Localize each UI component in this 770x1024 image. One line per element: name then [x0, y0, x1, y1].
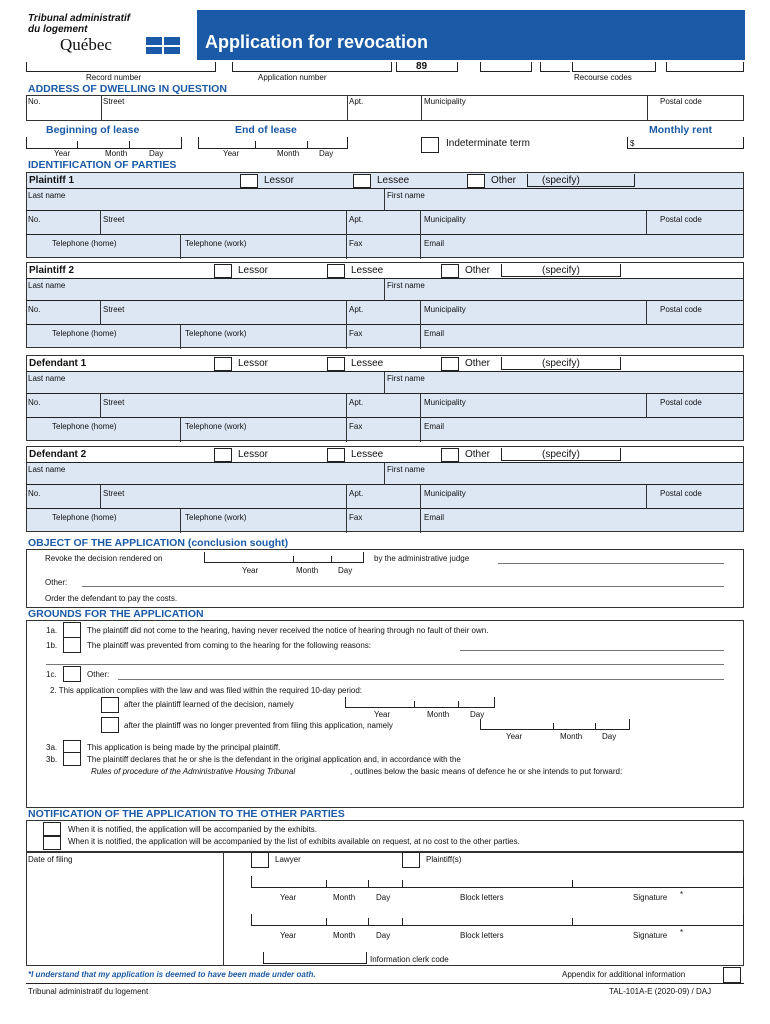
lease-end-year: Year — [223, 149, 240, 158]
lease-begin-year: Year — [54, 149, 71, 158]
indeterminate-term-checkbox[interactable] — [421, 137, 439, 153]
lease-end-month: Month — [277, 149, 300, 158]
address-section-title: ADDRESS OF DWELLING IN QUESTION — [28, 83, 227, 95]
plaintiff-1-email: Email — [424, 239, 445, 248]
defendant-1-specify-label: (specify) — [542, 358, 580, 369]
plaintiff-2-email: Email — [424, 329, 445, 338]
record-number-field[interactable] — [26, 62, 216, 72]
plaintiff-2-postal: Postal code — [660, 305, 702, 314]
plaintiff-2-apt: Apt. — [349, 305, 364, 314]
defendant-2-last-name: Last name — [28, 465, 66, 474]
defendant-2-street: Street — [103, 489, 125, 498]
defendant-2-lessee-checkbox[interactable] — [327, 448, 345, 462]
plaintiff-1-first-name: First name — [387, 191, 425, 200]
plaintiff-1-other-checkbox[interactable] — [467, 174, 485, 188]
recourse-codes-field-2[interactable] — [666, 62, 744, 72]
object-other-label: Other: — [45, 578, 68, 587]
lease-end-day: Day — [319, 149, 334, 158]
ground-2b-text: after the plaintiff was no longer prevented from filing this application, namely — [124, 721, 393, 730]
defendant-2-tel-home: Telephone (home) — [52, 513, 117, 522]
revoke-date-field[interactable] — [204, 552, 364, 563]
appendix-label: Appendix for additional information — [562, 970, 686, 979]
defendant-1-tel-work: Telephone (work) — [185, 422, 247, 431]
lawyer-label: Lawyer — [275, 855, 301, 864]
code-field-2[interactable] — [480, 62, 532, 72]
plaintiff-1-title: Plaintiff 1 — [29, 175, 75, 186]
plaintiff-1-lessor-label: Lessor — [264, 175, 295, 186]
org-line2: du logement — [28, 24, 88, 35]
appendix-checkbox[interactable] — [723, 967, 741, 983]
ground-1c-num: 1c. — [46, 670, 57, 679]
ground-2-text: 2. This application complies with the law and was filed within the required 10-day period: — [50, 686, 363, 695]
revoke-day: Day — [338, 566, 353, 575]
oath-statement: *I understand that my application is deemed to have been made under oath. — [28, 970, 316, 979]
ground-3b-num: 3b. — [46, 755, 58, 764]
address-no-label: No. — [28, 97, 41, 106]
notification-exhibits-text: When it is notified, the application will be accompanied by the exhibits. — [68, 825, 318, 834]
ground-2b-month: Month — [560, 732, 583, 741]
end-of-lease-label: End of lease — [235, 124, 297, 136]
sig1-year: Year — [280, 893, 297, 902]
notification-exhibits-checkbox[interactable] — [43, 822, 61, 836]
notification-list-checkbox[interactable] — [43, 836, 61, 850]
footer-org: Tribunal administratif du logement — [28, 987, 149, 996]
defendant-2-other-label: Other — [465, 449, 491, 460]
costs-label: Order the defendant to pay the costs. — [45, 594, 178, 603]
object-section-title: OBJECT OF THE APPLICATION (conclusion sought) — [28, 537, 289, 549]
monthly-rent-field[interactable] — [627, 137, 744, 149]
footer-form-code: TAL-101A-E (2020-09) / DAJ — [609, 987, 712, 996]
ground-1c-checkbox[interactable] — [63, 666, 81, 682]
ground-2a-text: after the plaintiff learned of the decision, namely — [124, 700, 294, 709]
defendant-1-no: No. — [28, 398, 41, 407]
defendant-2-postal: Postal code — [660, 489, 702, 498]
ground-3b-checkbox[interactable] — [63, 752, 81, 766]
recourse-codes-label: Recourse codes — [574, 73, 632, 82]
defendant-2-apt: Apt. — [349, 489, 364, 498]
application-number-label: Application number — [258, 73, 327, 82]
defendant-1-street: Street — [103, 398, 125, 407]
plaintiff-1-last-name: Last name — [28, 191, 66, 200]
lease-end-date-field[interactable] — [198, 137, 348, 149]
sig1-star: * — [680, 890, 684, 899]
plaintiff-1-apt: Apt. — [349, 215, 364, 224]
object-other-line[interactable] — [82, 586, 724, 587]
plaintiff-2-first-name: First name — [387, 281, 425, 290]
ground-1c-line[interactable] — [118, 679, 724, 680]
beginning-of-lease-label: Beginning of lease — [46, 124, 140, 136]
ground-2a-date-field[interactable] — [345, 697, 495, 708]
revoke-year: Year — [242, 566, 259, 575]
indeterminate-term-label: Indeterminate term — [446, 138, 530, 149]
defendant-1-email: Email — [424, 422, 445, 431]
plaintiff-1-postal: Postal code — [660, 215, 702, 224]
defendant-2-no: No. — [28, 489, 41, 498]
clerk-code-field[interactable] — [263, 952, 367, 964]
plaintiff-2-tel-home: Telephone (home) — [52, 329, 117, 338]
ground-2b-date-field[interactable] — [480, 719, 630, 730]
address-apt-label: Apt. — [349, 97, 364, 106]
plaintiff-2-no: No. — [28, 305, 41, 314]
sig2-year: Year — [280, 931, 297, 940]
defendant-2-lessor-checkbox[interactable] — [214, 448, 232, 462]
ground-1b-line[interactable] — [460, 650, 724, 651]
address-row[interactable] — [26, 95, 744, 121]
plaintiff-2-lessor-checkbox[interactable] — [214, 264, 232, 278]
address-municipality-label: Municipality — [424, 97, 466, 106]
address-street-label: Street — [103, 97, 125, 106]
code-field-3[interactable] — [540, 62, 570, 72]
ground-3b-text: The plaintiff declares that he or she is the defendant in the original application and, in accordance with the — [87, 755, 461, 764]
defendant-1-lessee-label: Lessee — [351, 358, 384, 369]
plaintiff-2-tel-work: Telephone (work) — [185, 329, 247, 338]
revoke-month: Month — [296, 566, 319, 575]
ground-3a-num: 3a. — [46, 743, 58, 752]
recourse-codes-field[interactable] — [572, 62, 656, 72]
ground-1a-checkbox[interactable] — [63, 622, 81, 638]
ground-2a-checkbox[interactable] — [101, 697, 119, 713]
defendant-1-first-name: First name — [387, 374, 425, 383]
signature-line-2[interactable] — [251, 914, 744, 926]
sig1-signature: Signature — [633, 893, 668, 902]
by-judge-label: by the administrative judge — [374, 554, 470, 563]
lease-begin-month: Month — [105, 149, 128, 158]
plaintiff-2-municipality: Municipality — [424, 305, 466, 314]
ground-1a-text: The plaintiff did not come to the hearing, having never received the notice of hearing through no fault of their own. — [87, 626, 489, 635]
plaintiff-2-lessor-label: Lessor — [238, 265, 269, 276]
sig2-day: Day — [376, 931, 391, 940]
plaintiffs-label: Plaintiff(s) — [426, 855, 462, 864]
ground-1b-num: 1b. — [46, 641, 58, 650]
defendant-1-lessor-checkbox[interactable] — [214, 357, 232, 371]
defendant-1-last-name: Last name — [28, 374, 66, 383]
application-number-field[interactable] — [232, 62, 392, 72]
defendant-1-apt: Apt. — [349, 398, 364, 407]
ground-2a-day: Day — [470, 710, 485, 719]
defendant-2-specify-label: (specify) — [542, 449, 580, 460]
lawyer-checkbox[interactable] — [251, 852, 269, 868]
lease-begin-day: Day — [149, 149, 164, 158]
defendant-2-other-checkbox[interactable] — [441, 448, 459, 462]
plaintiff-1-fax: Fax — [349, 239, 363, 248]
judge-name-line[interactable] — [498, 563, 724, 564]
sig1-month: Month — [333, 893, 356, 902]
sig1-day: Day — [376, 893, 391, 902]
quebec-flag-icon — [146, 37, 180, 54]
plaintiff-1-lessee-checkbox[interactable] — [353, 174, 371, 188]
plaintiff-2-last-name: Last name — [28, 281, 66, 290]
ground-1b-line-2[interactable] — [46, 664, 724, 665]
lease-begin-date-field[interactable] — [26, 137, 182, 149]
plaintiff-1-tel-home: Telephone (home) — [52, 239, 117, 248]
notification-section-title: NOTIFICATION OF THE APPLICATION TO THE OTHER PARTIES — [28, 808, 345, 820]
defendant-2-first-name: First name — [387, 465, 425, 474]
ground-2b-checkbox[interactable] — [101, 717, 119, 733]
defendant-2-tel-work: Telephone (work) — [185, 513, 247, 522]
sig2-month: Month — [333, 931, 356, 940]
grounds-section-title: GROUNDS FOR THE APPLICATION — [28, 608, 204, 620]
sig2-star: * — [680, 928, 684, 937]
ground-1c-text: Other: — [87, 670, 110, 679]
plaintiff-2-lessee-label: Lessee — [351, 265, 384, 276]
address-postal-label: Postal code — [660, 97, 702, 106]
ground-2b-day: Day — [602, 732, 617, 741]
revoke-label: Revoke the decision rendered on — [45, 554, 163, 563]
ground-1b-text: The plaintiff was prevented from coming to the hearing for the following reasons: — [87, 641, 372, 650]
defendant-1-municipality: Municipality — [424, 398, 466, 407]
defendant-2-municipality: Municipality — [424, 489, 466, 498]
ground-3b-text-2: , outlines below the basic means of defence he or she intends to put forward: — [350, 767, 623, 776]
defendant-2-email: Email — [424, 513, 445, 522]
ground-2a-month: Month — [427, 710, 450, 719]
defendant-1-title: Defendant 1 — [29, 358, 87, 369]
ground-2b-year: Year — [506, 732, 523, 741]
plaintiff-1-lessee-label: Lessee — [377, 175, 410, 186]
plaintiff-1-tel-work: Telephone (work) — [185, 239, 247, 248]
record-number-label: Record number — [86, 73, 142, 82]
plaintiff-2-other-label: Other — [465, 265, 491, 276]
plaintiff-1-street: Street — [103, 215, 125, 224]
plaintiff-2-fax: Fax — [349, 329, 363, 338]
signature-line-1[interactable] — [251, 876, 744, 888]
parties-section-title: IDENTIFICATION OF PARTIES — [28, 159, 177, 171]
sig1-block-letters: Block letters — [460, 893, 504, 902]
code-value: 89 — [416, 61, 428, 72]
defendant-1-lessee-checkbox[interactable] — [327, 357, 345, 371]
plaintiff-2-specify-label: (specify) — [542, 265, 580, 276]
defendant-1-fax: Fax — [349, 422, 363, 431]
plaintiffs-checkbox[interactable] — [402, 852, 420, 868]
dollar-sign: $ — [630, 139, 635, 148]
defendant-2-lessor-label: Lessor — [238, 449, 269, 460]
signature-box — [224, 852, 744, 966]
defendant-1-postal: Postal code — [660, 398, 702, 407]
org-line1: Tribunal administratif — [28, 13, 131, 24]
ground-3a-text: This application is being made by the principal plaintiff. — [87, 743, 281, 752]
ground-1b-checkbox[interactable] — [63, 637, 81, 653]
defendant-1-lessor-label: Lessor — [238, 358, 269, 369]
notification-list-text: When it is notified, the application will be accompanied by the list of exhibits available on request, at no cost to the other parties. — [68, 837, 520, 846]
plaintiff-1-no: No. — [28, 215, 41, 224]
defendant-1-other-checkbox[interactable] — [441, 357, 459, 371]
plaintiff-2-lessee-checkbox[interactable] — [327, 264, 345, 278]
page-title: Application for revocation — [205, 32, 429, 52]
sig2-signature: Signature — [633, 931, 668, 940]
plaintiff-1-other-label: Other — [491, 175, 517, 186]
plaintiff-1-specify-label: (specify) — [542, 175, 580, 186]
defendant-2-title: Defendant 2 — [29, 449, 87, 460]
monthly-rent-label: Monthly rent — [649, 124, 712, 136]
plaintiff-1-lessor-checkbox[interactable] — [240, 174, 258, 188]
sig2-block-letters: Block letters — [460, 931, 504, 940]
plaintiff-2-street: Street — [103, 305, 125, 314]
defendant-2-fax: Fax — [349, 513, 363, 522]
plaintiff-1-municipality: Municipality — [424, 215, 466, 224]
defendant-2-lessee-label: Lessee — [351, 449, 384, 460]
ground-1a-num: 1a. — [46, 626, 58, 635]
defendant-1-other-label: Other — [465, 358, 491, 369]
date-of-filing-label: Date of filing — [28, 855, 73, 864]
defendant-1-tel-home: Telephone (home) — [52, 422, 117, 431]
quebec-wordmark: Québec — [60, 35, 112, 54]
plaintiff-2-other-checkbox[interactable] — [441, 264, 459, 278]
clerk-code-label: Information clerk code — [370, 955, 449, 964]
ground-3b-rules: Rules of procedure of the Administrative Housing Tribunal — [91, 767, 296, 776]
footer-divider — [26, 983, 744, 984]
plaintiff-2-title: Plaintiff 2 — [29, 265, 75, 276]
ground-2a-year: Year — [374, 710, 391, 719]
date-of-filing-box[interactable] — [26, 852, 224, 966]
